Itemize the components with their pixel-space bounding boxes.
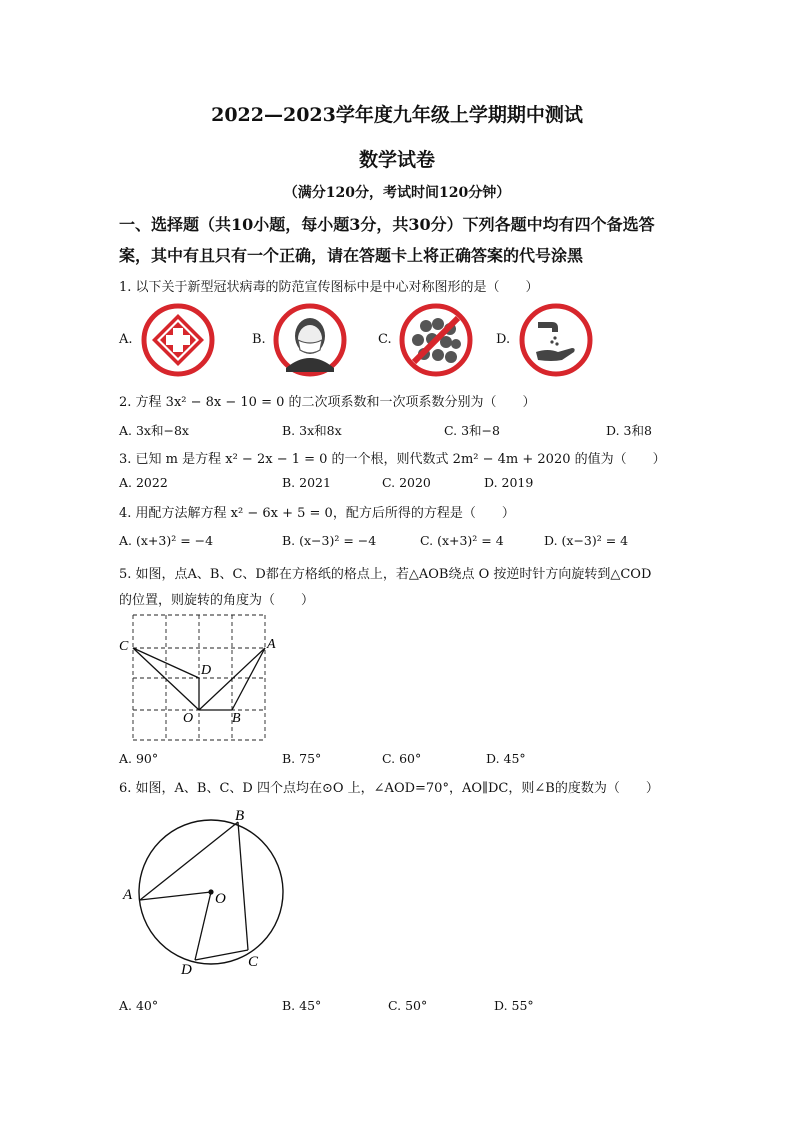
q5-label-o: O	[183, 711, 194, 726]
q5-label-c: C	[119, 639, 129, 654]
q2-option-a: A. 3x和−8x	[119, 423, 189, 438]
q3-option-a: A. 2022	[119, 475, 168, 490]
q5-label-a: A	[267, 637, 276, 652]
red-cross-icon	[140, 302, 216, 378]
q6-label-o: O	[215, 891, 226, 907]
q2-option-d: D. 3和8	[606, 423, 652, 438]
q5-option-a: A. 90°	[119, 751, 159, 766]
q2-option-c: C. 3和−8	[444, 423, 500, 438]
exam-title: 2022—2023学年度九年级上学期期中测试	[211, 104, 583, 126]
no-crowd-icon	[398, 302, 474, 378]
q6-option-b: B. 45°	[282, 998, 322, 1013]
q1-option-d-label: D.	[496, 332, 511, 347]
section-heading-line2: 案，其中有且只有一个正确，请在答题卡上将正确答案的代号涂黑	[119, 246, 584, 265]
q1-option-a-label: A.	[119, 332, 133, 347]
q1-option-b-label: B.	[252, 332, 266, 347]
q3-stem: 3. 已知 m 是方程 x² − 2x − 1 = 0 的一个根，则代数式 2m² − 4m + 2020 的值为（ ）	[119, 452, 666, 467]
q4-option-a: A. (x+3)² = −4	[119, 533, 214, 548]
q4-option-c: C. (x+3)² = 4	[420, 533, 504, 548]
q5-stem-line1: 5. 如图，点A、B、C、D都在方格纸的格点上，若△AOB绕点 O 按逆时针方向旋转到△COD	[119, 567, 652, 582]
q6-option-a: A. 40°	[119, 998, 159, 1013]
q5-stem-line2: 的位置，则旋转的角度为（ ）	[119, 593, 315, 608]
q6-option-d: D. 55°	[494, 998, 534, 1013]
q3-option-c: C. 2020	[382, 475, 431, 490]
q4-option-d: D. (x−3)² = 4	[544, 533, 629, 548]
exam-note: （满分120分，考试时间120分钟）	[283, 185, 511, 201]
q1-stem: 1. 以下关于新型冠状病毒的防范宣传图标中是中心对称图形的是（ ）	[119, 280, 539, 295]
q3-option-b: B. 2021	[282, 475, 331, 490]
q6-label-a: A	[123, 887, 133, 903]
q5-label-b: B	[232, 711, 241, 726]
q6-label-c: C	[248, 954, 259, 970]
exam-subtitle: 数学试卷	[358, 149, 435, 171]
q6-option-c: C. 50°	[388, 998, 428, 1013]
q5-grid-figure	[115, 610, 285, 746]
q5-label-d: D	[201, 663, 212, 678]
q2-stem: 2. 方程 3x² − 8x − 10 = 0 的二次项系数和一次项系数分别为（ ）	[119, 395, 536, 410]
q5-option-c: C. 60°	[382, 751, 422, 766]
q6-label-d: D	[181, 962, 192, 978]
q6-label-b: B	[235, 808, 245, 824]
q6-stem: 6. 如图，A、B、C、D 四个点均在⊙O 上，∠AOD=70°，AO∥DC，则∠B的度数为（ ）	[119, 781, 659, 796]
q6-center-dot	[208, 889, 213, 894]
section-heading-line1: 一、选择题（共10小题，每小题3分，共30分）下列各题中均有四个备选答	[119, 215, 655, 234]
q2-option-b: B. 3x和8x	[282, 423, 342, 438]
q1-option-c-label: C.	[378, 332, 392, 347]
q5-option-d: D. 45°	[486, 751, 526, 766]
masked-person-icon	[272, 302, 348, 378]
q4-stem: 4. 用配方法解方程 x² − 6x + 5 = 0，配方后所得的方程是（ ）	[119, 506, 515, 521]
q5-option-b: B. 75°	[282, 751, 322, 766]
q4-option-b: B. (x−3)² = −4	[282, 533, 377, 548]
hand-wash-icon	[518, 302, 594, 378]
q6-circle-figure	[115, 800, 295, 985]
q3-option-d: D. 2019	[484, 475, 534, 490]
